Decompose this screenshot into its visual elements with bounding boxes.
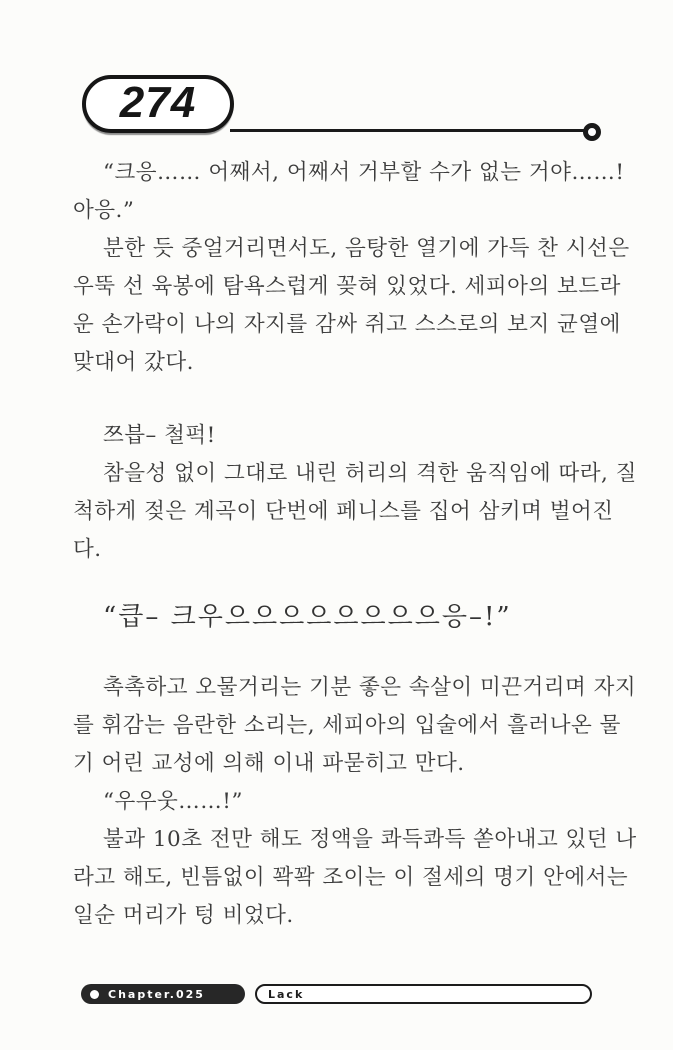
text-line: 참을성 없이 그대로 내린 허리의 격한 움직임에 따라, 질	[103, 461, 637, 486]
page-number-badge	[82, 75, 234, 133]
series-label: Lack	[268, 988, 305, 1001]
text-line: 기 어린 교성에 의해 이내 파묻히고 만다.	[73, 751, 465, 776]
page-number: 274	[119, 78, 197, 127]
header-rule	[230, 129, 586, 132]
text-line: 분한 듯 중얼거리면서도, 음탕한 열기에 가득 찬 시선은	[103, 236, 630, 261]
text-line: “크응…… 어째서, 어째서 거부할 수가 없는 거야……!	[103, 160, 625, 185]
text-line: 쯔븝– 철퍽!	[103, 423, 216, 448]
text-line: 다.	[73, 537, 102, 562]
text-line: 촉촉하고 오물거리는 기분 좋은 속살이 미끈거리며 자지	[103, 675, 637, 700]
text-line: 아응.”	[73, 198, 135, 223]
body-text	[73, 154, 637, 935]
chapter-label: Chapter.025	[108, 988, 205, 1001]
text-line: 맞대어 갔다.	[73, 350, 195, 375]
chapter-badge	[81, 984, 245, 1004]
text-line: “큽– 크우으으으으으으으으응–!”	[103, 602, 512, 632]
text-line: “우우웃……!”	[103, 789, 243, 814]
text-line: 를 휘감는 음란한 소리는, 세피아의 입술에서 흘러나온 물	[73, 713, 621, 738]
text-line: 우뚝 선 육봉에 탐욕스럽게 꽂혀 있었다. 세피아의 보드라	[73, 274, 621, 299]
text-line: 일순 머리가 텅 비었다.	[73, 903, 294, 928]
text-line: 라고 해도, 빈틈없이 꽉꽉 조이는 이 절세의 명기 안에서는	[73, 865, 629, 890]
bullet-dot-icon	[90, 990, 99, 999]
header-rule-end-ring-icon	[583, 123, 601, 141]
text-line: 척하게 젖은 계곡이 단번에 페니스를 집어 삼키며 벌어진	[73, 499, 614, 524]
series-badge	[255, 984, 592, 1004]
text-line: 운 손가락이 나의 자지를 감싸 쥐고 스스로의 보지 균열에	[73, 312, 621, 337]
text-line: 불과 10초 전만 해도 정액을 콰득콰득 쏟아내고 있던 나	[103, 827, 637, 852]
